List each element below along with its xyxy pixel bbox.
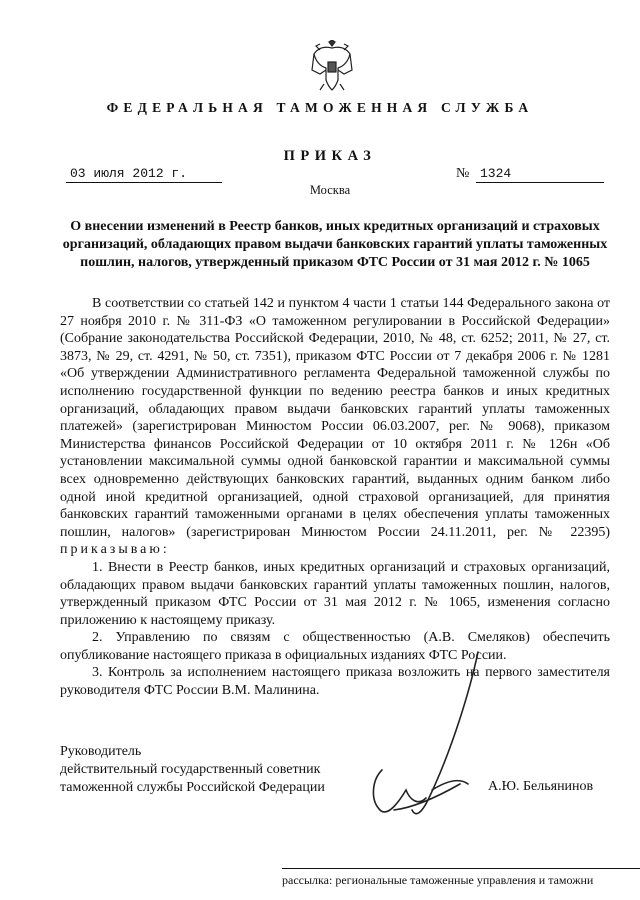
item-paragraph: 1. Внести в Реестр банков, иных кредитных организаций и страховых организаций, обладающих правом выдачи банковских гарантий уплаты таможенных пошлин, налогов, утвержденный приказом ФТС России от 31 мая 2012 г. № 1065, изменения согласно приложению к настоящему приказу. (60, 559, 610, 628)
preamble-paragraph (60, 295, 610, 559)
preamble-text: В соответствии со статьей 142 и пунктом 4 части 1 статьи 144 Федерального закона от 27 ноября 2010 г. № 311-ФЗ «О таможенном регулировании в Российской Федерации» (Собрание законодательства Российской Федерации, 2010, № 48, ст. 6252; 2011, № 27, ст. 3873, № 29, ст. 4291, № 50, ст. 7351), приказом ФТС России от 7 декабря 2006 г. № 1281 «Об утверждении Административного регламента Федеральной таможенной службы по исполнению государственной функции по ведению реестра банков и иных кредитных организаций, обладающих правом выдачи банковских гарантий уплаты таможенных платежей» (зарегистрирован Минюстом России 06.03.2007, рег. № 9068), приказом Министерства финансов Российской Федерации от 10 октября 2011 г. № 126н «Об установлении максимальной суммы одной банковской гарантии и максимальной суммы всех одновременно действующих банковских гарантий, выданных одним банком либо одной иной кредитной организацией, одной страховой организацией, для принятия банковских гарантий таможенными органами в целях обеспечения уплаты таможенных пошлин, налогов» (зарегистрирован Минюстом России 24.11.2011, рег. № 22395) (60, 296, 610, 540)
signatory-line: таможенной службы Российской Федерации (60, 780, 325, 795)
signatory-line: Руководитель (60, 744, 142, 759)
number-sign: № (456, 166, 470, 181)
document-type: ПРИКАЗ (283, 148, 377, 164)
handwritten-signature (360, 650, 500, 830)
signatory-name: А.Ю. Бельянинов (488, 779, 594, 794)
city: Москва (309, 183, 351, 197)
order-command: приказываю: (60, 542, 170, 558)
order-number: 1324 (476, 165, 604, 183)
agency-name: ФЕДЕРАЛЬНАЯ ТАМОЖЕННАЯ СЛУЖБА (106, 100, 534, 115)
signatory-line: действительный государственный советник (60, 762, 321, 777)
coat-of-arms-emblem (310, 40, 354, 92)
distribution-list: рассылка: региональные таможенные управления и таможни (282, 868, 640, 888)
item-paragraph: 2. Управлению по связям с общественностью (А.В. Смеляков) обеспечить опубликование настоящего приказа в официальных изданиях ФТС России. (60, 630, 610, 663)
order-date: 03 июля 2012 г. (66, 165, 222, 183)
order-body (60, 295, 610, 700)
order-title: О внесении изменений в Реестр банков, иных кредитных организаций и страховых организаций, обладающих правом выдачи банковских гарантий уплаты таможенных пошлин, налогов, утвержденный приказом ФТС России от 31 мая 2012 г. № 1065 (62, 219, 608, 270)
item-paragraph: 3. Контроль за исполнением настоящего приказа возложить на первого заместителя руководителя ФТС России В.М. Малинина. (60, 665, 610, 699)
signatory-title (60, 743, 380, 797)
